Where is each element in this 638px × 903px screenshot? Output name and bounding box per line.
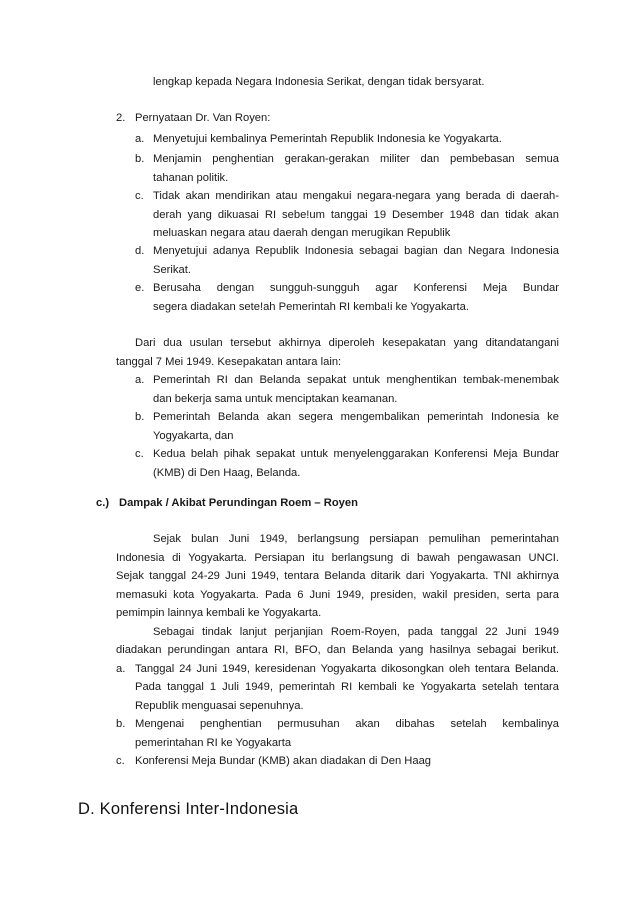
paragraph-line: pemimpin lainnya kembali ke Yogyakarta. [116,607,322,619]
list-item-text: Menjamin penghentian gerakan-gerakan militer dan pembebasan semua [153,153,559,165]
list-item-text: Berusaha dengan sungguh-sungguh agar Konferensi Meja Bundar [153,282,559,294]
list-item-text: pemerintahan RI ke Yogyakarta [135,737,292,749]
paragraph-line: Sejak bulan Juni 1949, berlangsung persiapan pemulihan pemerintahan [153,533,559,545]
section-marker: c.) [96,497,110,509]
paragraph-line: memasuki kota Yogyakarta. Pada 6 Juni 1949, presiden, wakil presiden, serta para [116,589,559,601]
list-item-text: Mengenai penghentian permusuhan akan dibahas setelah kembalinya [135,718,559,730]
list-item-text: Kedua belah pihak sepakat untuk menyelenggarakan Konferensi Meja Bundar [153,448,559,460]
list-item-text: segera diadakan sete!ah Pemerintah RI kemba!i ke Yogyakarta. [153,301,469,313]
list-marker: a. [135,133,145,145]
list-marker: 2. [116,112,126,124]
list-item-text: Menyetujui adanya Republik Indonesia sebagai bagian dan Negara Indonesia [153,245,559,257]
section-heading: D. Konferensi Inter-Indonesia [78,800,299,818]
list-item-text: Yogyakarta, dan [153,430,234,442]
list-item-text: Pada tanggal 1 Juli 1949, pemerintah RI kembali ke Yogyakarta setelah tentara [135,681,559,693]
list-marker: c. [135,190,144,202]
paragraph-line: Sebagai tindak lanjut perjanjian Roem-Royen, pada tanggal 22 Juni 1949 [153,626,559,638]
list-marker: c. [135,448,144,460]
paragraph-line: lengkap kepada Negara Indonesia Serikat, dengan tidak bersyarat. [153,76,485,88]
list-item-text: Tidak akan mendirikan atau mengakui negara-negara yang berada di daerah- [153,190,559,202]
list-marker: a. [135,374,145,386]
list-marker: c. [116,755,125,767]
list-item-text: Tanggal 24 Juni 1949, keresidenan Yogyakarta dikosongkan oleh tentara Belanda. [135,663,559,675]
paragraph-line: Sejak tanggal 24-29 Juni 1949, tentara Belanda ditarik dari Yogyakarta. TNI akhirnya [116,570,559,582]
list-marker: b. [135,411,145,423]
list-item-text: Republik menguasai sepenuhnya. [135,700,304,712]
list-item-text: Pernyataan Dr. Van Royen: [135,112,271,124]
list-item-text: Konferensi Meja Bundar (KMB) akan diadakan di Den Haag [135,755,432,767]
list-item-text: derah yang dikuasai RI sebe!um tanggai 19 Desember 1948 dan tidak akan [153,209,559,221]
list-item-text: Menyetujui kembalinya Pemerintah Republik Indonesia ke Yogyakarta. [153,133,502,145]
paragraph-line: tanggal 7 Mei 1949. Kesepakatan antara lain: [116,356,342,368]
list-item-text: tahanan politik. [153,172,229,184]
paragraph-line: Indonesia di Yogyakarta. Persiapan itu berlangsung di bawah pengawasan UNCI. [116,552,559,564]
list-marker: b. [135,153,145,165]
list-marker: e. [135,282,145,294]
list-item-text: dan bekerja sama untuk menciptakan keamanan. [153,393,398,405]
paragraph-line: Dari dua usulan tersebut akhirnya diperoleh kesepakatan yang ditandatangani [135,337,559,349]
list-item-text: Pemerintah RI dan Belanda sepakat untuk menghentikan tembak-menembak [153,374,559,386]
list-marker: a. [116,663,126,675]
list-marker: b. [116,718,126,730]
list-marker: d. [135,245,145,257]
list-item-text: Pemerintah Belanda akan segera mengembalikan pemerintah Indonesia ke [153,411,559,423]
list-item-text: (KMB) di Den Haag, Belanda. [153,467,301,479]
paragraph-line: diadakan perundingan antara RI, BFO, dan Belanda yang hasilnya sebagai berikut. [116,644,559,656]
section-title: Dampak / Akibat Perundingan Roem – Royen [119,497,358,509]
list-item-text: Serikat. [153,264,191,276]
list-item-text: meluaskan negara atau daerah dengan merugikan Republik [153,227,451,239]
